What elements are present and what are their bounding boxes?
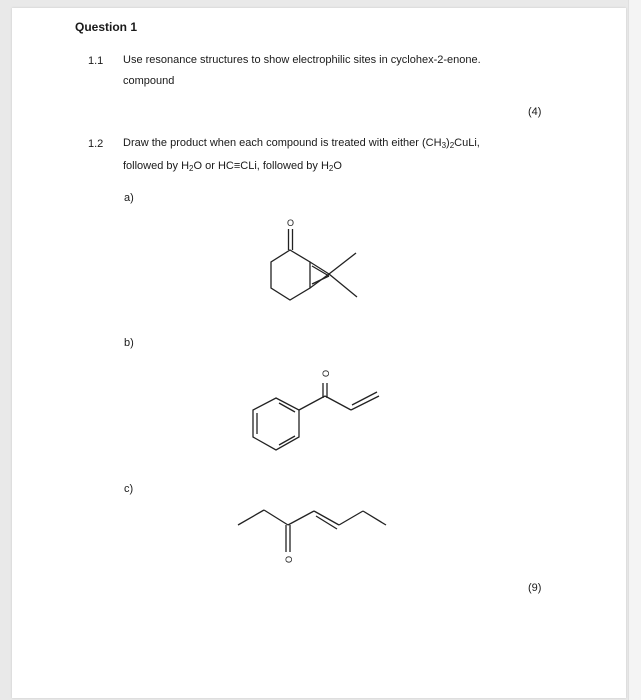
q1-2-number: 1.2 [88,138,104,150]
part-c-label: c) [124,483,134,495]
q1-2-line2: followed by $H_2O$ or HC≡CLi, followed by $H_2O$ [123,160,342,173]
question-heading: Question 1 [75,20,138,34]
q1-1-marks: (4) [528,106,542,118]
part-b-label: b) [124,337,134,349]
part-a-label: a) [124,192,134,204]
q1-1-number: 1.1 [88,55,104,67]
structure-b-oxygen: O [321,369,331,377]
structure-c-oxygen: O [284,555,294,563]
q1-1-line1: Use resonance structures to show electrophilic sites in cyclohex-2-enone. [123,54,481,66]
q1-1-line2: compound [123,75,175,87]
structure-a-oxygen: O [287,218,295,228]
q1-2-line1: Draw the product when each compound is treated with either $(CH_3)_2CuLi$, [123,137,480,150]
q1-2-marks: (9) [528,582,542,594]
